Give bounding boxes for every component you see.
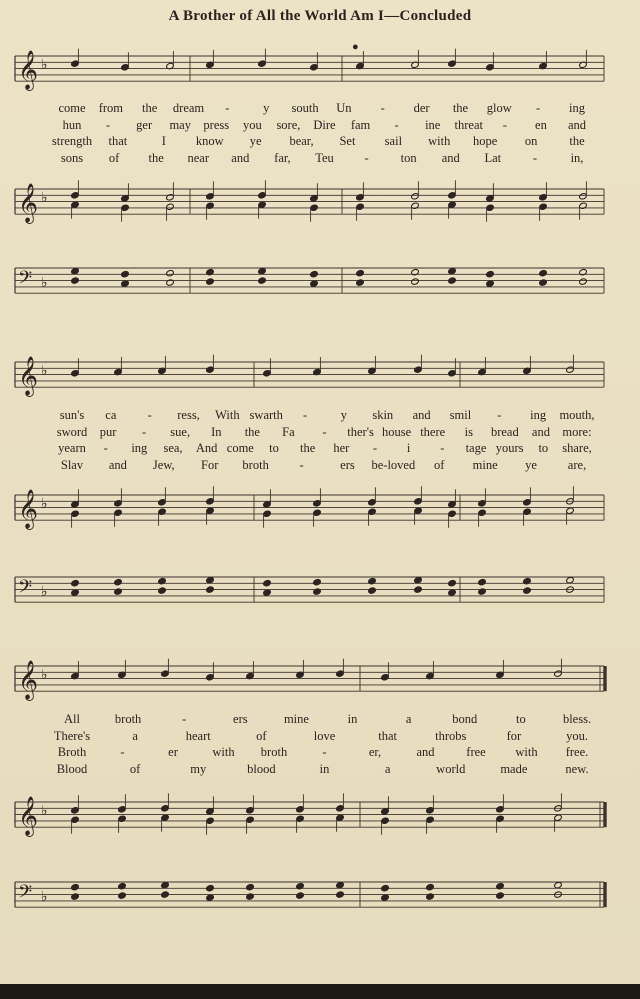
lyric-syllable: Jew, — [152, 458, 175, 473]
lyric-syllable: a — [132, 728, 138, 743]
lyric-syllable: Teu — [315, 151, 334, 166]
lyric-syllable: world — [436, 762, 466, 777]
lyric-syllable: of — [129, 762, 141, 777]
lyric-syllable: y — [340, 408, 348, 422]
verse-line — [0, 101, 640, 118]
lyric-syllable: And — [195, 441, 218, 456]
note-head — [411, 278, 420, 285]
lyric-syllable: sun's — [59, 408, 85, 422]
lyric-syllable: may — [169, 117, 191, 132]
flat-key-signature-icon: ♭ — [41, 276, 48, 291]
lyric-syllable: broth — [114, 712, 142, 726]
lyric-syllable: Set — [339, 134, 356, 149]
lyric-syllable: There's — [53, 728, 91, 743]
lyric-syllable: the — [569, 134, 585, 149]
lyric-syllable: the — [300, 441, 316, 456]
lyric-syllable: in, — [570, 151, 584, 166]
note-head — [114, 588, 123, 595]
note-head — [263, 579, 272, 586]
note-head — [246, 893, 255, 900]
lyric-syllable: - — [299, 458, 304, 473]
lyric-syllable: free. — [565, 745, 589, 760]
note-head — [426, 893, 435, 900]
lyric-syllable: be-loved — [371, 458, 416, 473]
lyric-syllable: and — [412, 408, 431, 422]
lyric-syllable: near — [187, 151, 210, 166]
lyric-syllable: ye — [249, 134, 262, 149]
lyric-syllable: - — [380, 101, 385, 115]
lyric-syllable: - — [372, 441, 378, 456]
lyric-syllable: yours — [495, 441, 524, 456]
note-head — [448, 277, 457, 284]
flat-key-signature-icon: ♭ — [41, 668, 48, 683]
note-head — [478, 578, 487, 585]
lyric-syllable: hope — [473, 134, 498, 149]
note-head — [71, 893, 80, 900]
lyric-syllable: hun — [62, 117, 82, 132]
lyric-syllable: ca — [105, 408, 117, 422]
bass-clef-icon: 𝄢 — [18, 268, 33, 293]
lyric-syllable: pur — [99, 424, 117, 439]
verse-line — [0, 729, 640, 746]
lyric-syllable: - — [497, 408, 502, 422]
lyric-syllable: yearn — [58, 441, 86, 456]
note-head — [486, 270, 495, 277]
note-head — [566, 576, 575, 583]
lyric-syllable: swarth — [249, 408, 283, 422]
lyric-syllable: Lat — [484, 151, 502, 166]
note-head — [313, 578, 322, 585]
lyric-syllable: house — [382, 424, 412, 439]
verse-line — [0, 458, 640, 475]
note-head — [539, 279, 548, 286]
lyric-syllable: ther's — [347, 424, 374, 439]
melody-staff — [15, 659, 605, 701]
lyric-syllable: in — [347, 712, 358, 726]
page-title: A Brother of All the World Am I—Concluded — [168, 8, 472, 24]
lyric-syllable: to — [538, 441, 549, 456]
lyric-syllable: of — [434, 458, 445, 473]
lyric-syllable: - — [322, 745, 327, 760]
note-head — [296, 892, 305, 899]
lyric-syllable: sue, — [170, 424, 191, 439]
flat-key-signature-icon: ♭ — [41, 804, 48, 819]
lyric-syllable: In — [211, 424, 222, 439]
lyric-syllable: dream — [172, 101, 205, 115]
verse-line — [0, 118, 640, 135]
note-head — [258, 267, 267, 274]
lyric-syllable: Dire — [313, 117, 336, 132]
lyric-syllable: that — [378, 728, 397, 743]
lyric-syllable: - — [142, 424, 147, 439]
lyric-syllable: skin — [372, 408, 394, 422]
note-head — [336, 891, 345, 898]
flat-key-signature-icon: ♭ — [41, 890, 48, 905]
lyric-syllable: my — [190, 762, 207, 777]
note-head — [539, 269, 548, 276]
lyric-syllable: of — [108, 151, 120, 166]
note-head — [206, 586, 215, 593]
note-head — [166, 279, 175, 286]
alto-staff — [15, 486, 604, 530]
note-head — [121, 270, 130, 277]
verse-line — [0, 151, 640, 168]
lyric-syllable: ing — [530, 408, 547, 422]
lyric-syllable: - — [182, 712, 187, 726]
lyric-syllable: and — [531, 424, 550, 439]
lyric-syllable: the — [148, 151, 164, 166]
treble-clef-icon: 𝄞 — [18, 356, 39, 396]
lyric-syllable: come — [226, 441, 254, 456]
note-head — [426, 883, 435, 890]
lyric-syllable: more: — [562, 424, 592, 439]
flat-key-signature-icon: ♭ — [41, 191, 48, 206]
bass-staff — [15, 881, 605, 907]
lyric-syllable: in — [319, 762, 330, 777]
lyric-syllable: bear, — [289, 134, 314, 149]
note-head — [448, 267, 457, 274]
lyric-syllable: Un — [336, 101, 352, 115]
lyric-syllable: ing — [131, 441, 148, 456]
verse-line — [0, 408, 640, 425]
lyric-syllable: sore, — [276, 117, 301, 132]
note-head — [118, 892, 127, 899]
lyric-syllable: bread — [490, 424, 519, 439]
lyric-syllable: - — [120, 745, 125, 760]
lyric-syllable: - — [394, 117, 399, 132]
note-head — [71, 267, 80, 274]
note-head — [414, 586, 423, 593]
lyric-syllable: ing — [569, 101, 585, 115]
lyric-syllable: - — [322, 424, 327, 439]
page-edge-shadow — [0, 984, 640, 999]
lyric-syllable: new. — [565, 762, 589, 777]
note-head — [71, 579, 80, 586]
lyric-syllable: throbs — [435, 728, 467, 743]
note-head — [414, 576, 423, 583]
lyric-syllable: mine — [472, 458, 498, 473]
flat-key-signature-icon: ♭ — [41, 364, 48, 379]
note-head — [381, 884, 390, 891]
lyric-syllable: Blood — [56, 762, 88, 777]
lyric-syllable: - — [225, 101, 230, 115]
lyric-syllable: know — [195, 134, 224, 149]
lyric-syllable: the — [244, 424, 260, 439]
note-head — [166, 269, 175, 276]
note-head — [554, 881, 563, 888]
lyric-syllable: are, — [567, 458, 587, 473]
lyric-syllable: made — [500, 762, 528, 777]
lyric-syllable: with — [428, 134, 451, 149]
bass-clef-icon: 𝄢 — [18, 882, 33, 907]
note-head — [336, 881, 345, 888]
fermata-icon: ● — [352, 41, 359, 53]
lyric-syllable: ers — [340, 458, 355, 473]
note-head — [356, 269, 365, 276]
verse-line — [0, 425, 640, 442]
lyric-syllable: - — [502, 117, 507, 132]
note-head — [448, 579, 457, 586]
note-head — [161, 881, 170, 888]
lyric-syllable: y — [263, 101, 270, 115]
lyric-syllable: broth — [260, 745, 288, 760]
lyric-syllable: on — [524, 134, 538, 149]
verse-line — [0, 745, 640, 762]
note-head — [246, 883, 255, 890]
lyric-syllable: smil — [449, 408, 472, 422]
lyrics-block — [0, 712, 640, 779]
lyric-syllable: and — [567, 117, 587, 132]
lyric-syllable: en — [535, 117, 547, 132]
note-head — [114, 578, 123, 585]
lyric-syllable: is — [464, 424, 473, 439]
lyric-syllable: share, — [562, 441, 592, 456]
melody-staff — [15, 355, 604, 397]
lyric-syllable: - — [105, 117, 111, 132]
flat-key-signature-icon: ♭ — [41, 585, 48, 600]
treble-clef-icon: 𝄞 — [18, 660, 39, 700]
lyric-syllable: love — [313, 728, 336, 743]
note-head — [496, 892, 505, 899]
alto-staff — [15, 793, 605, 837]
lyric-syllable: heart — [185, 728, 211, 743]
lyric-syllable: - — [536, 101, 541, 115]
lyric-syllable: Fa — [282, 424, 295, 439]
lyric-syllable: to — [269, 441, 279, 456]
lyric-syllable: you — [242, 117, 262, 132]
lyric-syllable: sail — [384, 134, 403, 149]
lyric-syllable: the — [142, 101, 158, 115]
lyric-syllable: of — [256, 728, 267, 743]
note-head — [368, 587, 377, 594]
treble-clef-icon: 𝄞 — [18, 183, 39, 223]
lyric-syllable: Slav — [60, 458, 84, 473]
lyric-syllable: glow — [486, 101, 512, 115]
verse-line — [0, 134, 640, 151]
lyric-syllable: sons — [60, 151, 84, 166]
lyric-syllable: the — [452, 101, 469, 115]
lyric-syllable: a — [405, 712, 412, 726]
note-head — [523, 587, 532, 594]
lyric-syllable: and — [416, 745, 435, 760]
note-head — [158, 587, 167, 594]
lyric-syllable: - — [103, 441, 108, 456]
lyric-syllable: For — [201, 458, 219, 473]
treble-clef-icon: 𝄞 — [18, 489, 39, 529]
lyric-syllable: ress, — [177, 408, 200, 422]
verse-line — [0, 762, 640, 779]
lyric-syllable: and — [231, 151, 250, 166]
bass-staff — [15, 267, 604, 293]
lyric-syllable: blood — [247, 762, 276, 777]
lyric-syllable: there — [420, 424, 446, 439]
lyric-syllable: ger — [136, 117, 153, 132]
lyric-syllable: broth — [242, 458, 269, 473]
note-head — [206, 576, 215, 583]
treble-clef-icon: 𝄞 — [18, 796, 39, 836]
lyric-syllable: and — [441, 151, 460, 166]
lyric-syllable: mouth, — [559, 408, 595, 422]
lyric-syllable: fam — [350, 117, 371, 132]
lyric-syllable: to — [516, 712, 526, 726]
lyric-syllable: der — [413, 101, 430, 115]
note-head — [206, 278, 215, 285]
lyric-syllable: ye — [525, 458, 537, 473]
lyric-syllable: threat — [454, 117, 484, 132]
lyric-syllable: for — [506, 728, 522, 743]
lyric-syllable: mine — [283, 712, 309, 726]
lyric-syllable: bless. — [562, 712, 592, 726]
lyric-syllable: sea, — [163, 441, 183, 456]
lyric-syllable: - — [364, 151, 369, 166]
lyric-syllable: With — [215, 408, 240, 422]
lyric-syllable: - — [532, 151, 537, 166]
lyric-syllable: with — [212, 745, 235, 760]
lyric-syllable: ine — [425, 117, 441, 132]
note-head — [310, 270, 319, 277]
note-head — [161, 891, 170, 898]
note-head — [206, 884, 215, 891]
lyric-syllable: sword — [56, 424, 88, 439]
lyric-syllable: Broth — [57, 745, 87, 760]
note-head — [356, 279, 365, 286]
lyric-syllable: i — [406, 441, 411, 456]
lyric-syllable: tage — [465, 441, 487, 456]
lyrics-block — [0, 101, 640, 168]
lyric-syllable: er, — [368, 745, 382, 760]
verse-line — [0, 712, 640, 729]
lyric-syllable: strength — [51, 134, 93, 149]
lyric-syllable: free — [466, 745, 486, 760]
lyric-syllable: bond — [452, 712, 478, 726]
lyric-syllable: a — [384, 762, 391, 777]
alto-staff — [15, 180, 604, 224]
melody-staff — [15, 49, 604, 91]
lyric-syllable: press — [203, 117, 230, 132]
flat-key-signature-icon: ♭ — [41, 497, 48, 512]
lyric-syllable: All — [64, 712, 80, 726]
lyric-syllable: - — [440, 441, 445, 456]
lyric-syllable: - — [302, 408, 308, 422]
lyric-syllable: er — [168, 745, 178, 760]
note-head — [579, 278, 588, 285]
treble-clef-icon: 𝄞 — [18, 50, 39, 90]
lyric-syllable: with — [515, 745, 538, 760]
verse-line — [0, 441, 640, 458]
note-head — [478, 588, 487, 595]
bass-staff — [15, 576, 604, 602]
lyric-syllable: - — [147, 408, 152, 422]
lyric-syllable: her — [333, 441, 350, 456]
lyrics-block — [0, 408, 640, 475]
bass-clef-icon: 𝄢 — [18, 577, 33, 602]
lyric-syllable: come — [58, 101, 86, 115]
note-head — [313, 588, 322, 595]
lyric-syllable: from — [98, 101, 123, 115]
note-head — [71, 883, 80, 890]
lyric-syllable: and — [108, 458, 127, 473]
lyric-syllable: that — [108, 134, 128, 149]
lyric-syllable: I — [161, 134, 166, 149]
lyric-syllable: ers — [233, 712, 248, 726]
lyric-syllable: you. — [566, 728, 588, 743]
lyric-syllable: south — [291, 101, 319, 115]
note-head — [71, 277, 80, 284]
lyric-syllable: far, — [274, 151, 291, 166]
note-head — [258, 277, 267, 284]
flat-key-signature-icon: ♭ — [41, 58, 48, 73]
lyric-syllable: ton — [400, 151, 417, 166]
